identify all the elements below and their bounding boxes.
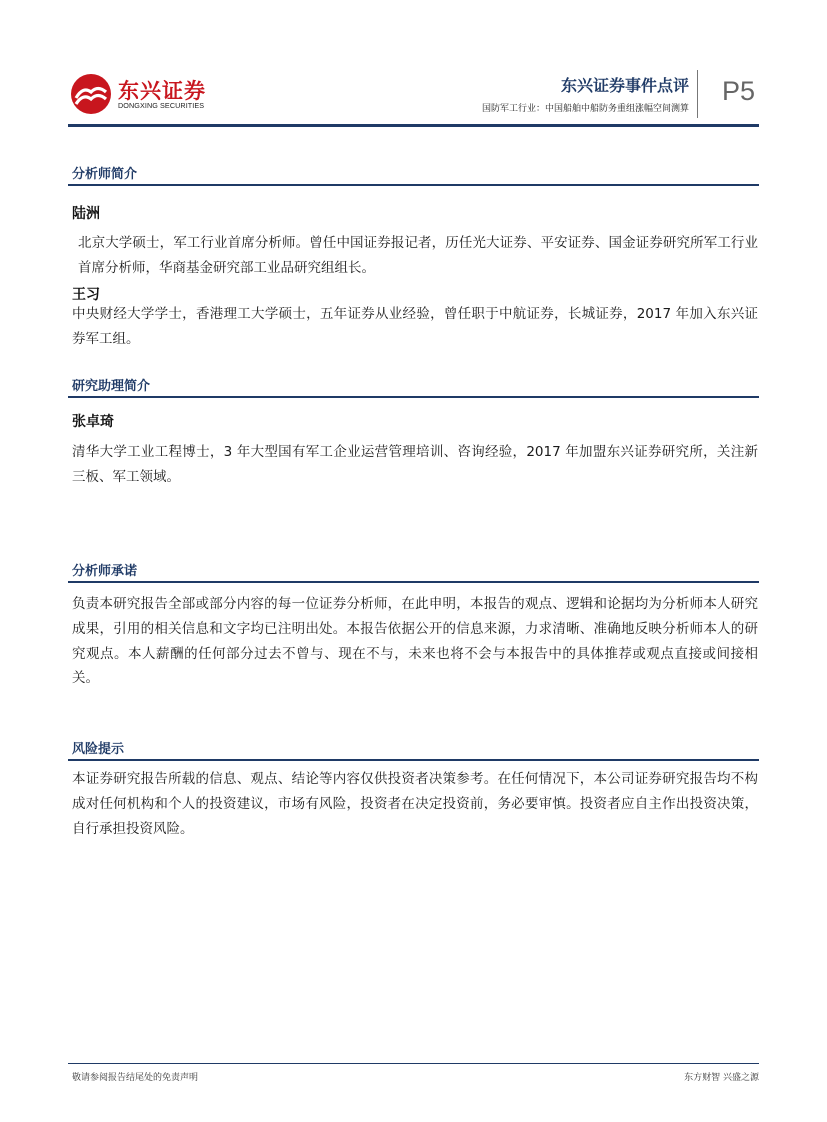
page-number: P5 xyxy=(722,76,756,106)
section-title-commitment: 分析师承诺 xyxy=(72,564,138,579)
analyst-name: 王习 xyxy=(72,287,100,303)
analyst-name: 陆洲 xyxy=(72,206,100,222)
report-subtitle: 国防军工行业：中国船舶中船防务重组涨幅空间测算 xyxy=(481,104,689,114)
section-rule xyxy=(68,396,759,398)
footer-rule xyxy=(68,1063,759,1064)
report-type-title: 东兴证券事件点评 xyxy=(560,76,689,95)
header-divider xyxy=(697,70,698,118)
footer-disclaimer-note: 敬请参阅报告结尾处的免责声明 xyxy=(72,1073,199,1083)
company-logo xyxy=(70,73,210,115)
analyst-bio: 北京大学硕士，军工行业首席分析师。曾任中国证券报记者，历任光大证券、平安证券、国金证券研究所军工行业首席分析师，华商基金研究部工业品研究组组长。 xyxy=(78,235,758,276)
footer-slogan: 东方财智 兴盛之源 xyxy=(684,1073,759,1083)
section-rule xyxy=(68,184,759,186)
section-title-assistants: 研究助理简介 xyxy=(72,379,151,394)
section-title-analysts: 分析师简介 xyxy=(72,167,138,182)
assistant-name: 张卓琦 xyxy=(72,414,114,430)
risk-text: 本证券研究报告所载的信息、观点、结论等内容仅供投资者决策参考。在任何情况下，本公司证券研究报告均不构成对任何机构和个人的投资建议，市场有风险，投资者在决定投资前，务必要审慎。投资者应自主作出投资决策，自行承担投资风险。 xyxy=(72,771,758,837)
section-rule xyxy=(68,581,759,583)
logo-mark-icon xyxy=(70,73,112,115)
commitment-text: 负责本研究报告全部或部分内容的每一位证券分析师，在此申明，本报告的观点、逻辑和论据均为分析师本人研究成果，引用的相关信息和文字均已注明出处。本报告依据公开的信息来源，力求清晰、准确地反映分析师本人的研究观点。本人薪酬的任何部分过去不曾与、现在不与，未来也将不会与本报告中的具体推荐或观点直接或间接相关。 xyxy=(72,596,758,687)
assistant-bio: 清华大学工业工程博士，3 年大型国有军工企业运营管理培训、咨询经验，2017 年加盟东兴证券研究所，关注新三板、军工领域。 xyxy=(72,444,758,485)
section-rule xyxy=(68,759,759,761)
logo-english-text: DONGXING SECURITIES xyxy=(118,101,205,110)
logo-chinese-text: 东兴证券 xyxy=(118,79,206,103)
analyst-bio: 中央财经大学学士，香港理工大学硕士，五年证券从业经验，曾任职于中航证券，长城证券，2017 年加入东兴证券军工组。 xyxy=(72,306,758,347)
section-title-risk: 风险提示 xyxy=(72,742,125,757)
header-rule xyxy=(68,124,759,127)
